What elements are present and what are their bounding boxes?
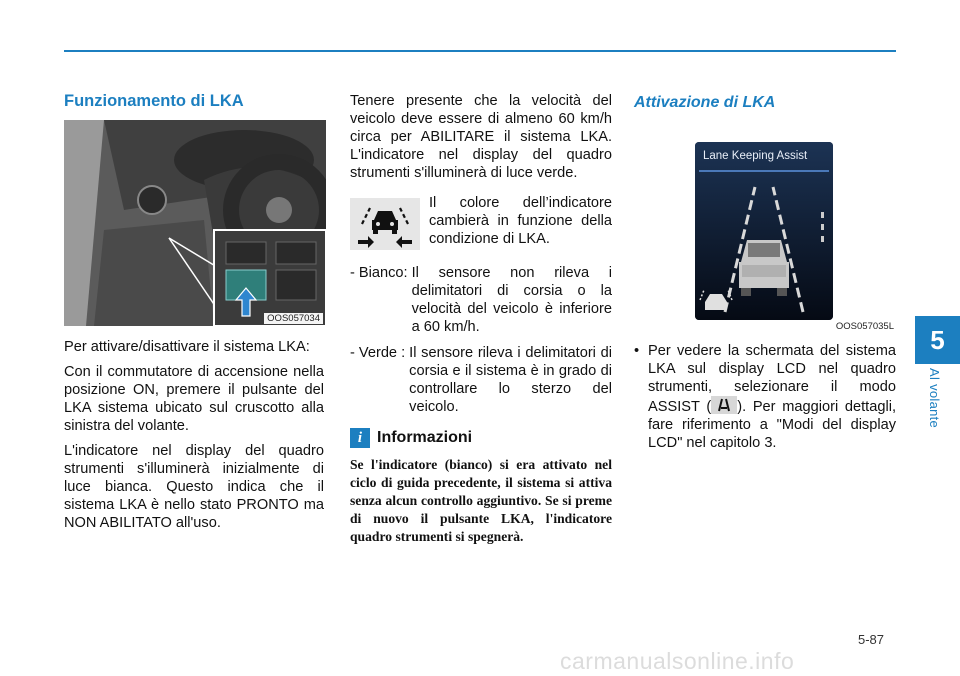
- info-body: Se l'indicatore (bianco) si era attivato nel ciclo di guida precedente, il sistema si attiva senza alcun controllo aggiuntivo. Se si preme di nuovo il pulsante LKA, l'indicatore quadro strumenti si spegnerà.: [350, 457, 612, 544]
- chapter-label: Al volante: [927, 368, 942, 429]
- definition-term: - Verde :: [350, 345, 406, 361]
- info-title: Informazioni: [377, 429, 473, 446]
- paragraph: Con il commutatore di accensione nella posizione ON, premere il pulsante del LKA sistema ubicato sul cruscotto alla sinistra del volante.: [64, 364, 324, 434]
- info-header: [350, 428, 612, 448]
- lcd-display-image: [634, 122, 896, 330]
- bullet-text: [648, 342, 896, 452]
- lka-indicator-icon: [350, 198, 420, 250]
- image-caption: OOS057034: [264, 313, 323, 324]
- info-icon: i: [350, 428, 370, 448]
- bullet-dot: •: [634, 343, 640, 359]
- definition-green: [350, 344, 612, 416]
- header-rule: [64, 50, 896, 52]
- subsection-title: Attivazione di LKA: [634, 94, 776, 111]
- column-middle: [350, 92, 612, 546]
- indicator-text: Il colore dell’indicatore cambierà in funzione della condizione di LKA.: [429, 195, 612, 247]
- paragraph: Tenere presente che la velocità del veicolo deve essere di almeno 60 km/h circa per ABILITARE il sistema LKA. L'indicatore nel display del quadro strumenti s'illuminerà di luce verde.: [350, 93, 612, 181]
- paragraph: L'indicatore nel display del quadro strumenti s'illuminerà inizialmente di luce bianca. Questo indica che il sistema LKA è nello stato PRONTO ma NON ABILITATO all'uso.: [64, 443, 324, 531]
- bullet-item: [634, 342, 896, 452]
- chapter-number: 5: [930, 324, 945, 355]
- dashboard-photo: [64, 120, 326, 326]
- assist-mode-icon: [711, 396, 737, 414]
- definition-desc: Il sensore rileva i delimitatori di corsia e il sistema è in grado di controllare lo sterzo del veicolo.: [409, 345, 612, 415]
- lcd-screen: [695, 142, 833, 320]
- column-left: [64, 92, 324, 539]
- bullet-text-after: ). Per maggiori dettagli, fare riferimento a "Modi del display LCD" nel capitolo 3.: [648, 399, 896, 451]
- indicator-row: [350, 194, 612, 250]
- page-number: 5-87: [858, 632, 885, 647]
- section-title: Funzionamento di LKA: [64, 92, 244, 110]
- screen-title: Lane Keeping Assist: [703, 150, 808, 162]
- bullet-text-before: Per vedere la schermata del sistema LKA sul display LCD nel quadro strumenti, selezionare il modo ASSIST (: [648, 343, 896, 415]
- definition-white: [350, 264, 612, 336]
- image-caption: OOS057035L: [835, 321, 894, 332]
- column-right: [634, 92, 896, 452]
- chapter-tab[interactable]: [915, 316, 960, 364]
- watermark: carmanualsonline.info: [560, 648, 795, 674]
- definition-term: - Bianco:: [350, 265, 408, 281]
- dashboard-illustration: [64, 120, 326, 326]
- paragraph: Per attivare/disattivare il sistema LKA:: [64, 339, 310, 355]
- definition-desc: Il sensore non rileva i delimitatori di corsia o la velocità del veicolo è inferiore a 60 km/h.: [411, 265, 612, 335]
